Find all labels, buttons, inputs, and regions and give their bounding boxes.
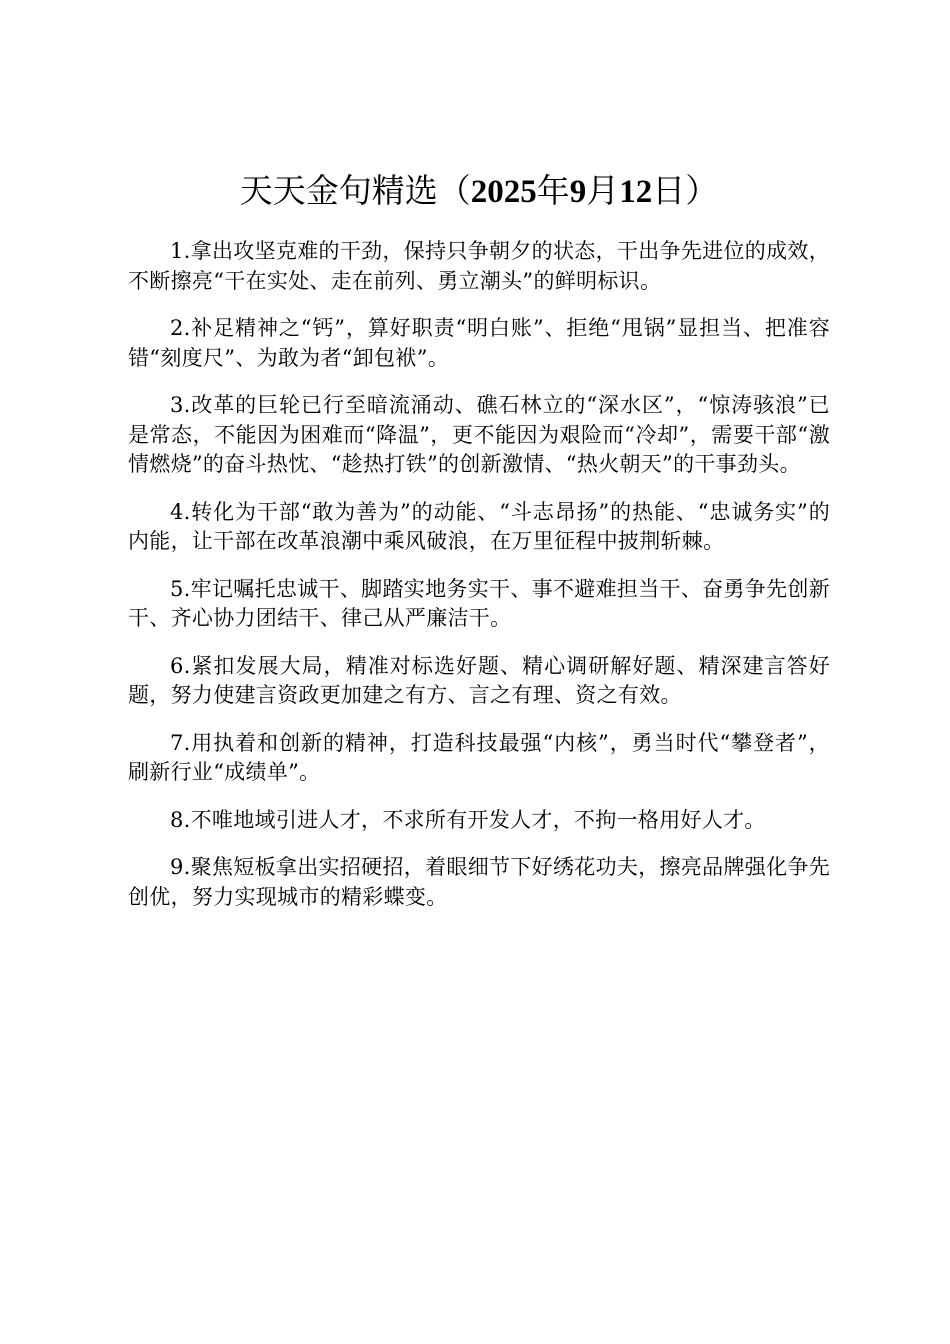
quote-paragraph-6: 6.紧扣发展大局，精准对标选好题、精心调研解好题、精深建言答好题，努力使建言资政更加建之有方、言之有理、资之有效。 — [128, 653, 830, 707]
quote-paragraph-2: 2.补足精神之“钙”，算好职责“明白账”、拒绝“甩锅”显担当、把准容错“刻度尺”、为敢为者“卸包袱”。 — [128, 316, 830, 370]
quote-paragraph-4: 4.转化为干部“敢为善为”的动能、“斗志昂扬”的热能、“忠诚务实”的内能，让干部在改革浪潮中乘风破浪，在万里征程中披荆斩棘。 — [128, 499, 830, 553]
document-body — [128, 237, 830, 930]
quote-paragraph-8: 8.不唯地域引进人才，不求所有开发人才，不拘一格用好人才。 — [170, 807, 766, 832]
title-day: 12 — [619, 174, 653, 210]
title-prefix: 天天金句精选（ — [239, 171, 471, 210]
title-year-suffix: 年 — [536, 171, 570, 210]
title-month-suffix: 月 — [586, 171, 620, 210]
quote-paragraph-3: 3.改革的巨轮已行至暗流涌动、礁石林立的“深水区”，“惊涛骇浪”已是常态，不能因为困难而“降温”，更不能因为艰险而“冷却”，需要干部“激情燃烧”的奋斗热忱、“趁热打铁”的创新激情、“热火朝天”的干事劲头。 — [128, 393, 830, 476]
quote-paragraph-9: 9.聚焦短板拿出实招硬招，着眼细节下好绣花功夫，擦亮品牌强化争先创优，努力实现城市的精彩蝶变。 — [128, 855, 830, 909]
quote-paragraph-5: 5.牢记嘱托忠诚干、脚踏实地务实干、事不避难担当干、奋勇争先创新干、齐心协力团结干、律己从严廉洁干。 — [128, 576, 830, 630]
title-day-suffix: 日） — [652, 171, 719, 210]
quote-paragraph-7: 7.用执着和创新的精神，打造科技最强“内核”，勇当时代“攀登者”，刷新行业“成绩单”。 — [128, 730, 830, 784]
page-title — [128, 166, 830, 216]
title-month: 9 — [569, 174, 587, 210]
quote-paragraph-1: 1.拿出攻坚克难的干劲，保持只争朝夕的状态，干出争先进位的成效，不断擦亮“干在实处、走在前列、勇立潮头”的鲜明标识。 — [128, 239, 830, 293]
title-year: 2025 — [470, 174, 537, 210]
